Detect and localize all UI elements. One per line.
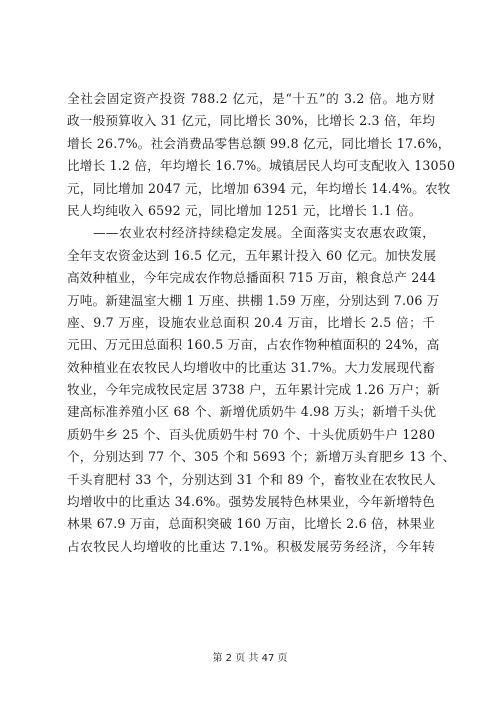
- text-line: 个，分别达到 77 个、305 个和 5693 个；新增万头育肥乡 13 个、: [67, 449, 456, 465]
- paragraph-agriculture: [67, 222, 456, 558]
- text-line: 林果 67.9 万亩，总面积突破 160 万亩，比增长 2.6 倍，林果业: [67, 516, 435, 532]
- text-line: 民人均纯收入 6592 元，同比增加 1251 元，比增长 1.1 倍。: [67, 202, 422, 218]
- text-line: 质奶牛乡 25 个、百头优质奶牛村 70 个、十头优质奶牛户 1280: [67, 426, 436, 442]
- text-line: 万吨。新建温室大棚 1 万座、拱棚 1.59 万座，分别达到 7.06 万: [67, 292, 440, 308]
- text-line: 高效种植业，今年完成农作物总播面积 715 万亩，粮食总产 244: [67, 270, 436, 286]
- text-line: 占农牧民人均增收的比重达 7.1%。积极发展劳务经济，今年转: [67, 538, 435, 554]
- text-line: 元田、万元田总面积 160.5 万亩，占农作物种植面积的 24%，高: [67, 337, 440, 353]
- text-line: 效种植业在农牧民人均增收中的比重达 31.7%。大力发展现代畜: [67, 359, 435, 375]
- page-number: 第 2 页 共 47 页: [212, 653, 288, 664]
- text-line: 全年支农资金达到 16.5 亿元，五年累计投入 60 亿元。加快发展: [67, 247, 437, 263]
- document-body: [67, 88, 456, 558]
- paragraph-fiscal-stats: [67, 88, 456, 222]
- page-footer: [0, 649, 500, 664]
- text-line: 千头育肥村 33 个，分别达到 31 个和 89 个，畜牧业在农牧民人: [67, 471, 436, 487]
- text-line: 元，同比增加 2047 元，比增加 6394 元，年均增长 14.4%。农牧: [67, 180, 451, 196]
- text-line: 增长 26.7%。社会消费品零售总额 99.8 亿元，同比增长 17.6%，: [67, 135, 451, 151]
- text-line: ——农业农村经济持续稳定发展。全面落实支农惠农政策，: [93, 225, 435, 241]
- text-line: 牧业，今年完成牧民定居 3738 户，五年累计完成 1.26 万户；新: [67, 382, 440, 398]
- text-line: 座、9.7 万座，设施农业总面积 20.4 万亩，比增长 2.5 倍；千: [67, 314, 435, 330]
- text-line: 比增长 1.2 倍，年均增长 16.7%。城镇居民人均可支配收入 13050: [67, 158, 456, 174]
- text-line: 均增收中的比重达 34.6%。强势发展特色林果业，今年新增特色: [67, 494, 435, 510]
- text-line: 建高标准养殖小区 68 个、新增优质奶牛 4.98 万头；新增千头优: [67, 404, 437, 420]
- text-line: 全社会固定资产投资 788.2 亿元，是“十五”的 3.2 倍。地方财: [67, 91, 435, 106]
- text-line: 政一般预算收入 31 亿元，同比增长 30%，比增长 2.3 倍，年均: [67, 113, 436, 129]
